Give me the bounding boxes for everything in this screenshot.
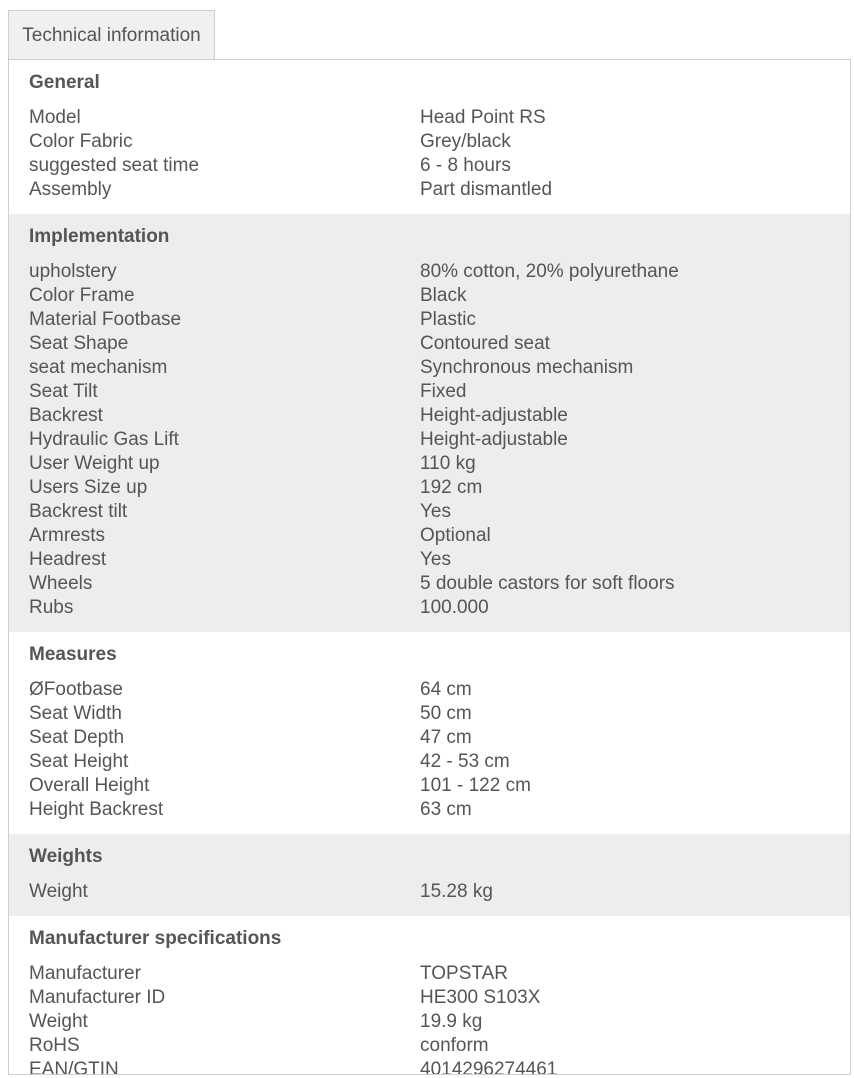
spec-label: Height Backrest <box>29 799 164 820</box>
spec-label: Wheels <box>29 573 93 594</box>
spec-value: 192 cm <box>420 477 483 498</box>
spec-value: Yes <box>420 549 451 570</box>
spec-value: Optional <box>420 525 491 546</box>
spec-value: Yes <box>420 501 451 522</box>
spec-row <box>29 986 850 1010</box>
spec-row <box>29 500 850 524</box>
spec-row <box>29 476 850 500</box>
spec-value: 4014296274461 <box>420 1059 558 1075</box>
spec-value: Black <box>420 285 467 306</box>
spec-label: upholstery <box>29 261 117 282</box>
technical-information-panel <box>8 59 851 1075</box>
spec-label: ØFootbase <box>29 679 123 700</box>
spec-value: 63 cm <box>420 799 472 820</box>
spec-label: Weight <box>29 1011 88 1032</box>
section-title: Weights <box>29 846 103 867</box>
spec-value: 80% cotton, 20% polyurethane <box>420 261 679 282</box>
spec-label: Overall Height <box>29 775 150 796</box>
spec-row <box>29 798 850 822</box>
spec-row <box>29 726 850 750</box>
spec-label: Manufacturer <box>29 963 141 984</box>
spec-row <box>29 596 850 620</box>
spec-row <box>29 774 850 798</box>
spec-row <box>29 524 850 548</box>
spec-section-measures <box>9 632 850 834</box>
spec-row <box>29 880 850 904</box>
spec-label: RoHS <box>29 1035 80 1056</box>
spec-value: 19.9 kg <box>420 1011 483 1032</box>
spec-section-weights <box>9 834 850 916</box>
spec-label: Weight <box>29 881 88 902</box>
spec-section-implementation <box>9 214 850 632</box>
spec-value: 64 cm <box>420 679 472 700</box>
spec-value: Head Point RS <box>420 107 546 128</box>
spec-label: Hydraulic Gas Lift <box>29 429 179 450</box>
spec-label: Manufacturer ID <box>29 987 166 1008</box>
spec-label: Model <box>29 107 81 128</box>
spec-label: Seat Depth <box>29 727 125 748</box>
spec-label: User Weight up <box>29 453 160 474</box>
spec-row <box>29 284 850 308</box>
spec-label: Seat Width <box>29 703 122 724</box>
spec-row <box>29 1034 850 1058</box>
spec-value: TOPSTAR <box>420 963 508 984</box>
spec-label: Seat Height <box>29 751 129 772</box>
spec-row <box>29 260 850 284</box>
spec-label: Seat Tilt <box>29 381 98 402</box>
spec-label: seat mechanism <box>29 357 168 378</box>
spec-value: Part dismantled <box>420 179 553 200</box>
section-title: Manufacturer specifications <box>29 928 282 949</box>
spec-label: Headrest <box>29 549 107 570</box>
spec-row <box>29 1010 850 1034</box>
spec-row <box>29 548 850 572</box>
spec-label: Users Size up <box>29 477 148 498</box>
spec-section-general <box>9 60 850 214</box>
spec-row <box>29 404 850 428</box>
spec-label: Seat Shape <box>29 333 129 354</box>
spec-value: 42 - 53 cm <box>420 751 510 772</box>
spec-value: 110 kg <box>420 453 476 474</box>
spec-value: Height-adjustable <box>420 429 568 450</box>
spec-label: Armrests <box>29 525 105 546</box>
spec-value: HE300 S103X <box>420 987 541 1008</box>
spec-label: EAN/GTIN <box>29 1059 119 1075</box>
spec-value: 15.28 kg <box>420 881 493 902</box>
spec-row <box>29 308 850 332</box>
spec-row <box>29 178 850 202</box>
spec-label: Rubs <box>29 597 74 618</box>
spec-row <box>29 452 850 476</box>
spec-row <box>29 130 850 154</box>
spec-row <box>29 356 850 380</box>
spec-value: 47 cm <box>420 727 472 748</box>
spec-label: suggested seat time <box>29 155 200 176</box>
spec-row <box>29 962 850 986</box>
spec-value: 6 - 8 hours <box>420 155 511 176</box>
spec-value: Height-adjustable <box>420 405 568 426</box>
spec-value: Synchronous mechanism <box>420 357 634 378</box>
spec-row <box>29 154 850 178</box>
section-title: Measures <box>29 644 117 665</box>
spec-value: 5 double castors for soft floors <box>420 573 675 594</box>
spec-value: Fixed <box>420 381 467 402</box>
spec-row <box>29 380 850 404</box>
spec-row <box>29 428 850 452</box>
spec-value: Plastic <box>420 309 476 330</box>
spec-label: Material Footbase <box>29 309 182 330</box>
spec-row <box>29 750 850 774</box>
spec-row <box>29 678 850 702</box>
section-title: General <box>29 72 100 93</box>
spec-value: 101 - 122 cm <box>420 775 531 796</box>
spec-value: 50 cm <box>420 703 472 724</box>
spec-label: Color Frame <box>29 285 135 306</box>
tab-technical-information[interactable]: Technical information <box>8 10 215 59</box>
spec-label: Backrest tilt <box>29 501 128 522</box>
spec-section-manufacturer-specifications <box>9 916 850 1075</box>
spec-label: Assembly <box>29 179 112 200</box>
spec-row <box>29 332 850 356</box>
spec-value: Grey/black <box>420 131 511 152</box>
spec-label: Color Fabric <box>29 131 133 152</box>
spec-value: Contoured seat <box>420 333 550 354</box>
spec-row <box>29 1058 850 1075</box>
spec-row <box>29 702 850 726</box>
spec-value: 100.000 <box>420 597 489 618</box>
spec-value: conform <box>420 1035 489 1056</box>
spec-row <box>29 106 850 130</box>
spec-label: Backrest <box>29 405 103 426</box>
spec-row <box>29 572 850 596</box>
section-title: Implementation <box>29 226 170 247</box>
